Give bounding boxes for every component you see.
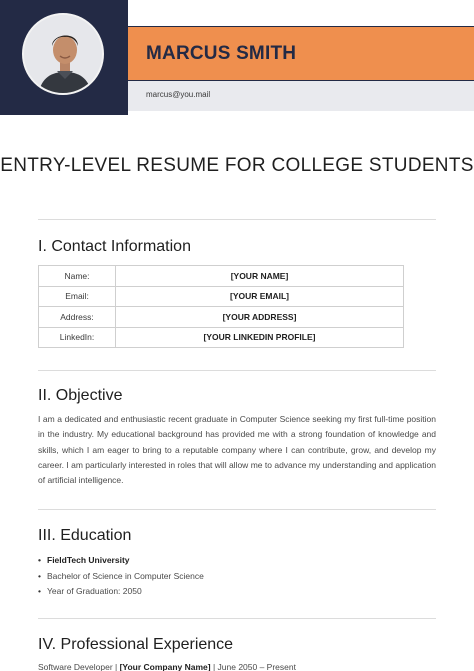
contact-value-email: [YOUR EMAIL] <box>116 286 404 307</box>
contact-value-address: [YOUR ADDRESS] <box>116 307 404 328</box>
divider <box>38 509 436 510</box>
contact-label-email: Email: <box>39 286 116 307</box>
divider <box>38 618 436 619</box>
contact-value-linkedin: [YOUR LINKEDIN PROFILE] <box>116 327 404 348</box>
divider <box>38 370 436 371</box>
education-heading: III. Education <box>38 527 132 544</box>
experience-company: [Your Company Name] <box>119 662 211 671</box>
experience-role: Software Developer <box>38 662 113 671</box>
avatar <box>22 13 104 95</box>
list-item: • FieldTech University <box>38 553 204 569</box>
contact-label-address: Address: <box>39 307 116 328</box>
candidate-name: MARCUS SMITH <box>146 43 297 64</box>
candidate-email: marcus@you.mail <box>146 90 211 99</box>
resume-header <box>0 0 474 115</box>
table-row <box>39 266 404 287</box>
contact-table <box>38 265 404 348</box>
table-row <box>39 307 404 328</box>
list-item: • Bachelor of Science in Computer Science <box>38 569 204 585</box>
contact-value-name: [YOUR NAME] <box>116 266 404 287</box>
table-row <box>39 327 404 348</box>
contact-label-name: Name: <box>39 266 116 287</box>
experience-dates: June 2050 – Present <box>217 662 296 671</box>
divider <box>38 219 436 220</box>
table-row <box>39 286 404 307</box>
document-title: ENTRY-LEVEL RESUME FOR COLLEGE STUDENTS <box>0 155 474 176</box>
contact-heading: I. Contact Information <box>38 238 191 255</box>
education-list <box>38 553 204 600</box>
contact-label-linkedin: LinkedIn: <box>39 327 116 348</box>
experience-heading: IV. Professional Experience <box>38 636 234 653</box>
separator: | <box>112 662 120 671</box>
separator: | <box>210 662 218 671</box>
objective-text: I am a dedicated and enthusiastic recent graduate in Computer Science seeking my first full-time position in the industry. My educational background has provided me with a strong foundation of knowledge and skills, which I am eager to bring to a reputable company where I can contribute, grow, and develop my career. I am particularly interested in roles that will allow me to advance my understanding and application of artificial intelligence. <box>38 414 436 486</box>
objective-heading: II. Objective <box>38 387 123 404</box>
experience-entry <box>38 662 296 671</box>
list-item: • Year of Graduation: 2050 <box>38 584 204 600</box>
